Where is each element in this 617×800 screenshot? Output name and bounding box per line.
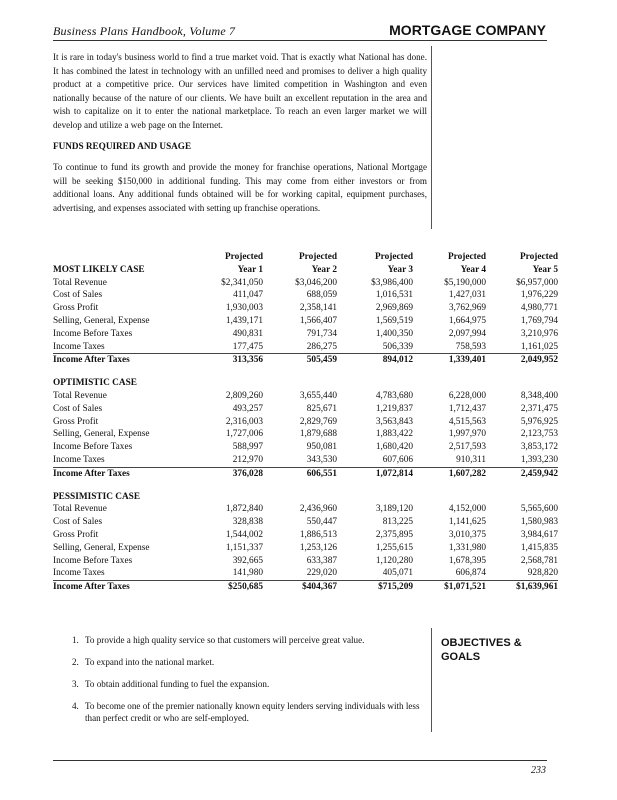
- book-title: Business Plans Handbook, Volume 7: [53, 24, 236, 38]
- row-value: 1,997,970: [448, 429, 486, 440]
- row-value: 405,071: [337, 567, 413, 580]
- row-value: 493,257: [232, 403, 263, 414]
- row-value: 4,783,680: [375, 390, 413, 401]
- row-value: 2,436,960: [299, 504, 337, 515]
- row-value: 791,734: [306, 328, 337, 339]
- row-value: 3,762,969: [448, 303, 486, 314]
- spacer-cell: [53, 481, 558, 491]
- row-value: 2,358,141: [299, 303, 337, 314]
- row-value: 1,680,420: [375, 442, 413, 453]
- row-value: 1,872,840: [225, 504, 263, 515]
- table-row: [53, 454, 558, 467]
- row-value: 1,883,422: [375, 429, 413, 440]
- row-value: 505,459: [306, 355, 337, 366]
- row-value: 506,339: [337, 341, 413, 354]
- table-row: [53, 315, 558, 328]
- footer-rule: [53, 760, 547, 761]
- row-value: 2,568,781: [520, 555, 558, 566]
- row-value: 6,228,000: [448, 390, 486, 401]
- row-value: 3,189,120: [375, 504, 413, 515]
- row-value: 313,356: [232, 355, 263, 366]
- row-value: 1,727,006: [225, 429, 263, 440]
- row-value: $5,190,000: [444, 277, 486, 288]
- row-value: 177,475: [179, 341, 263, 354]
- row-value: $1,639,961: [516, 582, 558, 593]
- intro-paragraph: It is rare in today's business world to find a true market void. That is exactly what National has done. It has combined the latest in technology with an unfilled need and promises to deliver a high quality product at a competitive price. Our services have limited competition in Washington and even nationally because of the nature of our clients. We have built an excellent reputation in the area and wish to capitalize on it to enter the national marketplace. To reach an even larger market we will develop and utilize a web page on the Internet.: [53, 52, 427, 130]
- row-value: 376,028: [232, 468, 263, 479]
- empty-cell: [337, 377, 413, 390]
- row-label: Income Before Taxes: [53, 555, 133, 566]
- row-value: 2,829,769: [299, 416, 337, 427]
- projection-table: [53, 251, 558, 594]
- case-header-row: [53, 491, 558, 504]
- table-row: [53, 516, 558, 529]
- row-label: Cost of Sales: [53, 290, 103, 301]
- table-row: [53, 403, 558, 416]
- row-label: Total Revenue: [53, 390, 107, 401]
- row-label: Gross Profit: [53, 529, 99, 540]
- row-value: $250,685: [228, 582, 263, 593]
- row-value: 894,012: [382, 355, 413, 366]
- empty-cell: [263, 491, 337, 504]
- row-value: 141,980: [179, 567, 263, 580]
- row-value: 4,515,563: [448, 416, 486, 427]
- case-name: PESSIMISTIC CASE: [53, 491, 141, 502]
- row-value: 910,311: [413, 454, 486, 467]
- row-value: $2,341,050: [221, 277, 263, 288]
- row-value: 588,997: [232, 442, 263, 453]
- row-value: 1,339,401: [448, 355, 486, 366]
- row-value: 1,769,794: [520, 315, 558, 326]
- row-value: 1,151,337: [225, 542, 263, 553]
- row-value: 2,809,260: [225, 390, 263, 401]
- spacer-row: [53, 481, 558, 491]
- row-value: 928,820: [486, 567, 558, 580]
- objectives-title: OBJECTIVES & GOALS: [441, 637, 522, 663]
- row-value: 328,838: [232, 517, 263, 528]
- row-label: Cost of Sales: [53, 403, 103, 414]
- row-label: Income Taxes: [53, 567, 179, 580]
- row-value: 3,853,172: [520, 442, 558, 453]
- row-value: 229,020: [263, 567, 337, 580]
- empty-cell: [413, 377, 486, 390]
- row-value: 1,120,280: [375, 555, 413, 566]
- row-label: Selling, General, Expense: [53, 429, 150, 440]
- empty-cell: [179, 491, 263, 504]
- col-header-top: Projected: [374, 252, 413, 262]
- objective-text: To obtain additional funding to fuel the expansion.: [85, 679, 270, 689]
- row-value: 1,439,171: [225, 315, 263, 326]
- row-label: Total Revenue: [53, 504, 107, 515]
- col-header-bottom: Year 1: [237, 264, 263, 275]
- row-label: Income Taxes: [53, 341, 179, 354]
- objectives-list: [53, 634, 433, 734]
- row-value: $3,046,200: [295, 277, 337, 288]
- objective-number: 4.: [72, 701, 79, 711]
- row-value: 1,219,837: [375, 403, 413, 414]
- row-label: Selling, General, Expense: [53, 542, 150, 553]
- row-value: 1,255,615: [375, 542, 413, 553]
- table-row: [53, 390, 558, 403]
- plan-title: MORTGAGE COMPANY: [389, 22, 546, 38]
- row-label: Income Before Taxes: [53, 442, 133, 453]
- objective-number: 3.: [72, 679, 79, 689]
- row-label: Selling, General, Expense: [53, 315, 150, 326]
- row-value: 1,427,031: [448, 290, 486, 301]
- sidebar-rule-bottom: [431, 628, 432, 732]
- row-value: 3,563,843: [375, 416, 413, 427]
- table-row: [53, 529, 558, 542]
- col-header-top: Projected: [298, 252, 337, 262]
- table-row: [53, 277, 558, 290]
- row-label: Income After Taxes: [53, 582, 130, 593]
- table-row: [53, 354, 558, 367]
- table-row: [53, 428, 558, 441]
- case-header-row: [53, 264, 558, 277]
- col-header-top: Projected: [447, 252, 486, 262]
- row-value: 813,225: [382, 517, 413, 528]
- empty-cell: [413, 491, 486, 504]
- table-header-row-top: [53, 251, 558, 264]
- objective-text: To become one of the premier nationally known equity lenders serving individuals with less than perfect credit or who are self-employed.: [85, 701, 420, 723]
- row-value: 2,969,869: [375, 303, 413, 314]
- row-value: 1,580,983: [520, 517, 558, 528]
- col-header-bottom: Year 5: [532, 264, 558, 275]
- empty-cell: [179, 377, 263, 390]
- table-row: [53, 542, 558, 555]
- row-value: $6,957,000: [516, 277, 558, 288]
- objective-text: To provide a high quality service so that customers will perceive great value.: [85, 635, 365, 645]
- header-rule: [53, 40, 547, 41]
- col-header-top: Projected: [519, 252, 558, 262]
- row-value: 1,886,513: [299, 529, 337, 540]
- row-value: 5,565,600: [520, 504, 558, 515]
- row-value: 606,551: [306, 468, 337, 479]
- row-value: 2,316,003: [225, 416, 263, 427]
- empty-cell: [263, 377, 337, 390]
- row-value: 633,387: [306, 555, 337, 566]
- row-value: 2,371,475: [520, 403, 558, 414]
- row-value: 1,712,437: [448, 403, 486, 414]
- funds-paragraph: To continue to fund its growth and provide the money for franchise operations, National Mortgage will be seeking $150,000 in additional funding. This may come from either investors or from additional loans. Any additional funds obtained will be for working capital, equipment purchases, advertising, and expenses associated with setting up franchise operations.: [53, 162, 427, 213]
- objective-number: 1.: [72, 635, 79, 645]
- row-label: Gross Profit: [53, 303, 99, 314]
- row-value: 688,059: [306, 290, 337, 301]
- col-header-bottom: Year 2: [311, 264, 337, 275]
- row-value: $404,367: [302, 582, 337, 593]
- case-header-row: [53, 377, 558, 390]
- row-value: 1,678,395: [448, 555, 486, 566]
- row-value: 1,400,350: [375, 328, 413, 339]
- row-value: 1,072,814: [375, 468, 413, 479]
- row-value: 607,606: [337, 454, 413, 467]
- table-row: [53, 289, 558, 302]
- case-name: OPTIMISTIC CASE: [53, 378, 137, 389]
- row-value: 2,049,952: [520, 355, 558, 366]
- objective-item: [53, 678, 433, 690]
- col-header-bottom: Year 4: [460, 264, 486, 275]
- row-value: 2,517,593: [448, 442, 486, 453]
- table-row: [53, 341, 558, 354]
- row-value: 1,976,229: [520, 290, 558, 301]
- row-value: 758,593: [413, 341, 486, 354]
- row-value: 1,141,625: [448, 517, 486, 528]
- row-value: 411,047: [233, 290, 263, 301]
- row-value: 212,970: [179, 454, 263, 467]
- row-value: 1,879,688: [299, 429, 337, 440]
- row-value: 3,984,617: [520, 529, 558, 540]
- row-value: 490,831: [232, 328, 263, 339]
- row-value: 8,348,400: [520, 390, 558, 401]
- col-header-top: Projected: [224, 252, 263, 262]
- table-row: [53, 467, 558, 480]
- table-row: [53, 555, 558, 568]
- row-value: 343,530: [263, 454, 337, 467]
- spacer-cell: [53, 367, 558, 377]
- sidebar-rule-top: [431, 46, 432, 229]
- row-value: 3,655,440: [299, 390, 337, 401]
- row-value: 1,569,519: [375, 315, 413, 326]
- table-row: [53, 441, 558, 454]
- objective-item: [53, 700, 433, 724]
- row-value: 1,331,980: [448, 542, 486, 553]
- row-label: Income After Taxes: [53, 355, 130, 366]
- empty-cell: [337, 491, 413, 504]
- row-value: 2,123,753: [520, 429, 558, 440]
- spacer-row: [53, 367, 558, 377]
- row-value: 2,459,942: [520, 468, 558, 479]
- row-value: 4,152,000: [448, 504, 486, 515]
- row-value: 1,607,282: [448, 468, 486, 479]
- row-value: 286,275: [263, 341, 337, 354]
- row-value: 1,016,531: [375, 290, 413, 301]
- table-row: [53, 503, 558, 516]
- case-name: MOST LIKELY CASE: [53, 264, 145, 275]
- projection-table-body: [53, 251, 558, 594]
- empty-cell: [486, 491, 558, 504]
- row-value: 4,980,771: [520, 303, 558, 314]
- row-value: 1,161,025: [486, 341, 558, 354]
- objective-text: To expand into the national market.: [85, 657, 215, 667]
- funds-heading: FUNDS REQUIRED AND USAGE: [53, 141, 192, 151]
- table-row: [53, 302, 558, 315]
- row-value: 1,253,126: [299, 542, 337, 553]
- row-value: 3,010,375: [448, 529, 486, 540]
- objective-item: [53, 656, 433, 668]
- row-value: 3,210,976: [520, 328, 558, 339]
- table-row: [53, 567, 558, 580]
- row-label: Total Revenue: [53, 277, 107, 288]
- row-label: Cost of Sales: [53, 517, 103, 528]
- page-number: 233: [531, 765, 546, 776]
- empty-cell: [486, 377, 558, 390]
- row-value: 1,393,230: [486, 454, 558, 467]
- col-header-bottom: Year 3: [387, 264, 413, 275]
- row-value: $1,071,521: [444, 582, 486, 593]
- row-value: 1,415,835: [520, 542, 558, 553]
- table-row: [53, 416, 558, 429]
- row-value: $3,986,400: [371, 277, 413, 288]
- row-value: 1,566,407: [299, 315, 337, 326]
- row-value: 825,671: [306, 403, 337, 414]
- objective-item: [53, 634, 433, 646]
- row-label: Income Taxes: [53, 454, 179, 467]
- row-value: 2,097,994: [448, 328, 486, 339]
- row-value: 392,665: [232, 555, 263, 566]
- row-value: 950,081: [306, 442, 337, 453]
- row-value: 2,375,895: [375, 529, 413, 540]
- row-value: 550,447: [306, 517, 337, 528]
- row-value: $715,209: [378, 582, 413, 593]
- objective-number: 2.: [72, 657, 79, 667]
- row-value: 1,544,002: [225, 529, 263, 540]
- row-label: Income Before Taxes: [53, 328, 133, 339]
- row-value: 1,930,003: [225, 303, 263, 314]
- row-value: 1,664,975: [448, 315, 486, 326]
- table-row: [53, 328, 558, 341]
- table-row: [53, 581, 558, 594]
- row-label: Gross Profit: [53, 416, 99, 427]
- row-value: 606,874: [413, 567, 486, 580]
- row-label: Income After Taxes: [53, 468, 130, 479]
- row-value: 5,976,925: [520, 416, 558, 427]
